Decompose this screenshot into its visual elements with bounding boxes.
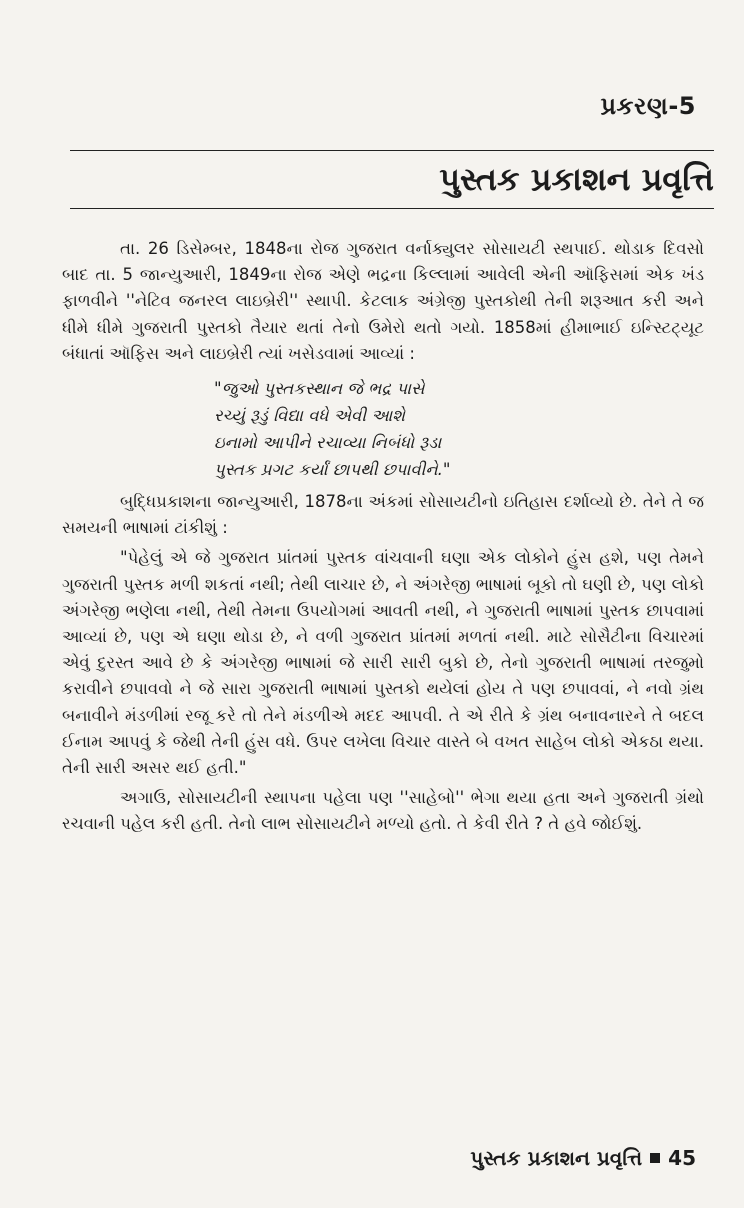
paragraph-1: તા. 26 ડિસેમ્બર, 1848ના રોજ ગુજરાત વર્નાક્યુલર સોસાયટી સ્થપાઈ. થોડાક દિવસો બાદ તા. 5 જાન્યુઆરી, 1849ના રોજ એણે ભદ્રના કિલ્લામાં આવેલી એની ઑફિસમાં એક ખંડ ફાળવીને ''નેટિવ જનરલ લાઇબ્રેરી'' સ્થાપી. કેટલાક અંગ્રેજી પુસ્તકોથી તેની શરૂઆત કરી અને ધીમે ધીમે ગુજરાતી પુસ્તકો તૈયાર થતાં તેનો ઉમેરો થતો ગયો. 1858માં હીમાભાઈ ઇન્સ્ટિટ્યૂટ બંધાતાં ઑફિસ અને લાઇબ્રેરી ત્યાં ખસેડવામાં આવ્યાં : [62,239,704,363]
page-footer [470,1146,696,1170]
page-body [62,236,704,838]
title-divider [70,208,714,209]
running-title: પુસ્તક પ્રકાશન પ્રવૃત્તિ [470,1146,643,1170]
paragraph-2: બુદ્ધિપ્રકાશના જાન્યુઆરી, 1878ના અંકમાં સોસાયટીનો ઇતિહાસ દર્શાવ્યો છે. તેને તે જ સમયની ભાષામાં ટાંકીશું : [62,492,704,538]
paragraph-3-quote: "પેહેલું એ જે ગુજરાત પ્રાંતમાં પુસ્તક વાંચવાની ઘણા એક લોકોને હુંસ હશે, પણ તેમને ગુજરાતી પુસ્તક મળી શકતાં નથી; તેથી લાચાર છે, ને અંગરેજી ભાષામાં બૂકો તો ઘણી છે, પણ લોકો અંગરેજી ભણેલા નથી, તેથી તેમના ઉપયોગમાં આવતી નથી, ને ગુજરાતી ભાષામાં પુસ્તક છાપવામાં આવ્યાં છે, પણ એ ઘણા થોડા છે, ને વળી ગુજરાત પ્રાંતમાં મળતાં નથી. માટે સોસૈટીના વિચારમાં એવું દુરસ્ત આવે છે કે અંગરેજી ભાષામાં જે સારી સારી બુકો છે, તેનો ગુજરાતી ભાષામાં તરજુમો કરાવીને છપાવવો ને જે સારા ગુજરાતી ભાષામાં પુસ્તકો થયેલાં હોય તે પણ છપાવવાં, ને નવો ગ્રંથ બનાવીને મંડળીમાં રજૂ કરે તો તેને મંડળીએ મદદ આપવી. તે એ રીતે કે ગ્રંથ બનાવનારને તે બદલ ઈનામ આપવું કે જેથી તેની હુંસ વધે. ઉપર લખેલા વિચાર વાસ્તે બે વખત સાહેબ લોકો એકઠા થયા. તેની સારી અસર થઈ હતી." [62,548,704,778]
top-divider [70,150,714,151]
poem-line-4: પુસ્તક પ્રગટ કર્યાં છાપથી છપાવીને." [214,460,451,480]
square-bullet-icon [650,1153,660,1163]
paragraph-4: અગાઉ, સોસાયટીની સ્થાપના પહેલા પણ ''સાહેબો'' ભેગા થયા હતા અને ગુજરાતી ગ્રંથો રચવાની પહેલ કરી હતી. તેનો લાભ સોસાયટીને મળ્યો હતો. તે કેવી રીતે ? તે હવે જોઈશું. [62,788,704,834]
poem-line-2: રચ્યું રૂડું વિદ્યા વધે એવી આશે [214,406,405,426]
poem-line-3: ઇનામો આપીને રચાવ્યા નિબંધો રૂડા [214,433,442,453]
page-number: 45 [668,1146,696,1170]
chapter-label: પ્રકરણ-5 [600,92,696,120]
poem-line-1: "જુઓ પુસ્તકસ્થાન જે ભદ્ર પાસે [214,379,425,399]
poem-quote [62,375,704,483]
chapter-title: પુસ્તક પ્રકાશન પ્રવૃત્તિ [439,160,714,198]
